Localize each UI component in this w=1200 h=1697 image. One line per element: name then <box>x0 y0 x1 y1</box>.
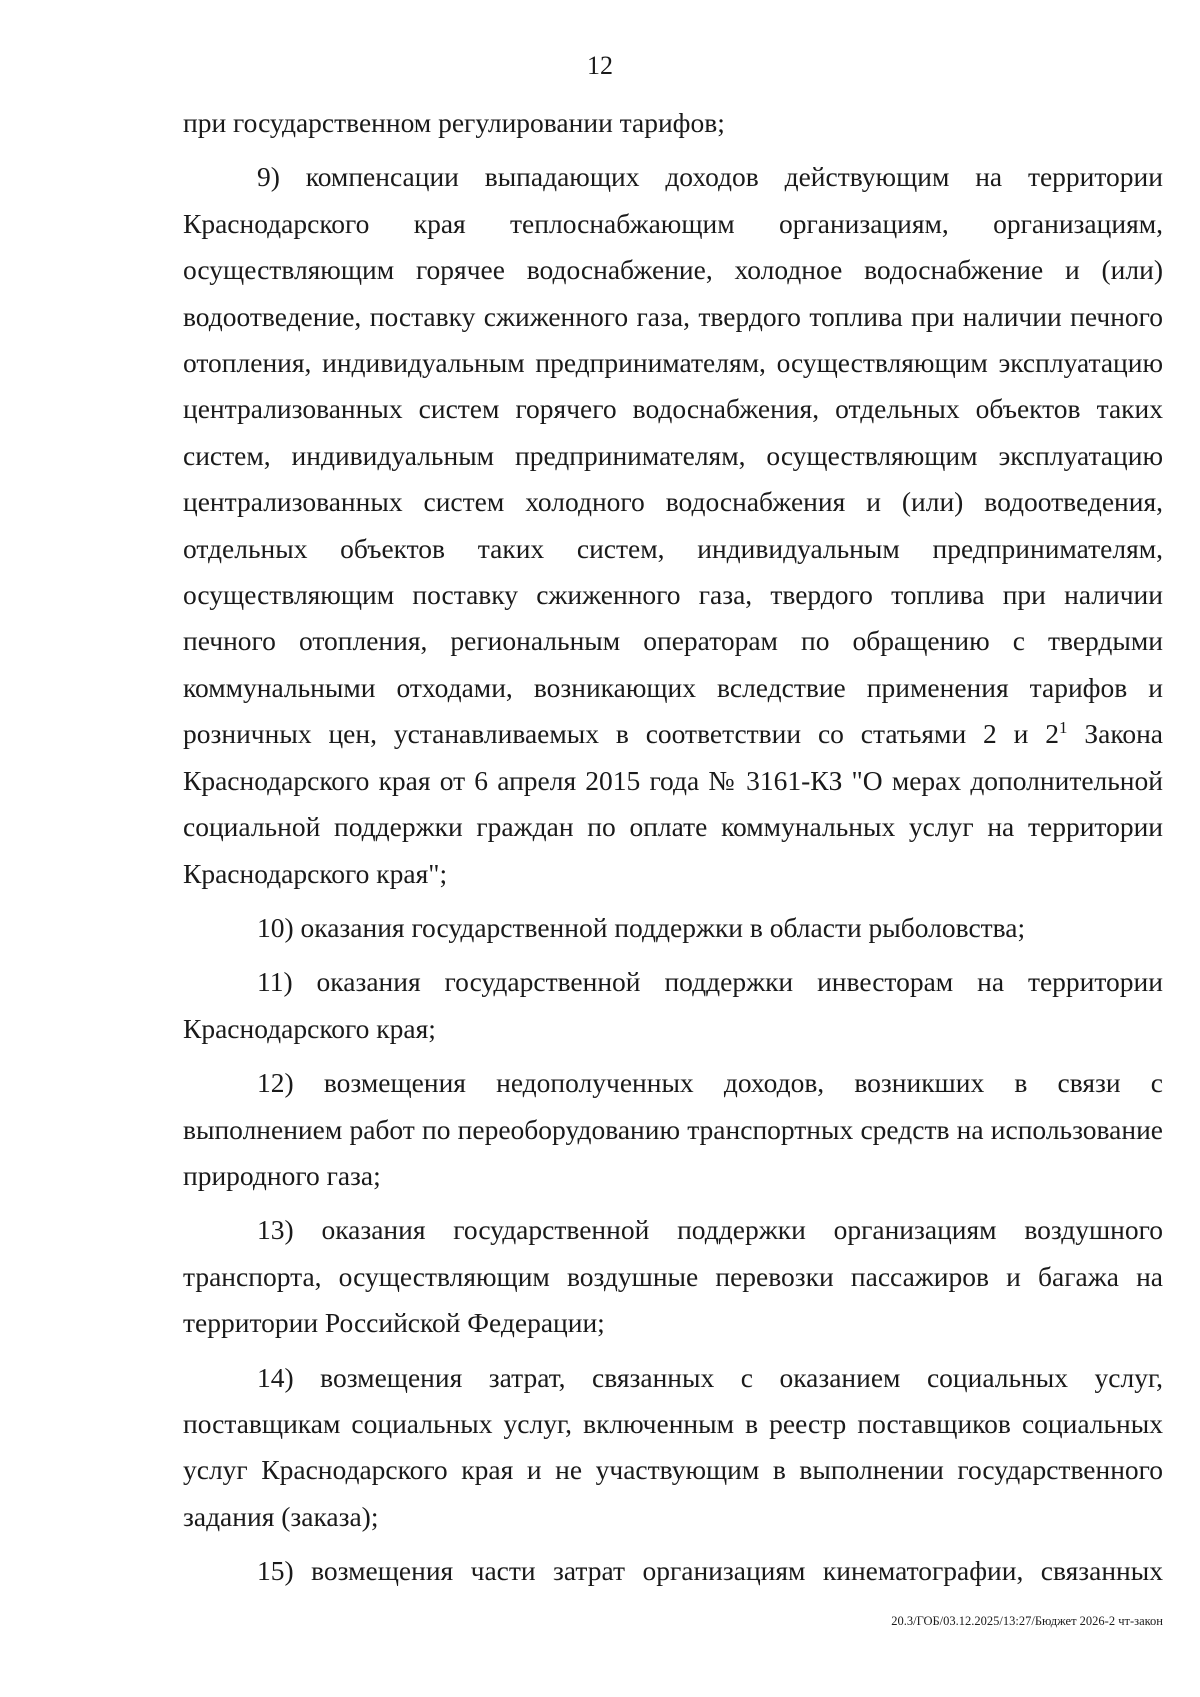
paragraph-item-9 <box>183 154 1163 897</box>
item-9-superscript: 1 <box>1059 718 1068 738</box>
paragraph-item-14: 14) возмещения затрат, связанных с оказанием социальных услуг, поставщикам социальных услуг, включенным в реестр поставщиков социальных услуг Краснодарского края и не участвующим в выполнении государственного задания (заказа); <box>183 1361 1163 1532</box>
paragraph-item-15: 15) возмещения части затрат организациям кинематографии, связанных <box>257 1555 1163 1587</box>
document-reference-code: 20.3/ГОБ/03.12.2025/13:27/Бюджет 2026-2 чт-закон <box>891 1614 1163 1628</box>
paragraph-item-13: 13) оказания государственной поддержки организациям воздушного транспорта, осуществляющим воздушные перевозки пассажиров и багажа на территории Российской Федерации; <box>183 1214 1163 1339</box>
paragraph-item-11: 11) оказания государственной поддержки инвесторам на территории Краснодарского края; <box>183 966 1163 1044</box>
item-9-text-part1: 9) компенсации выпадающих доходов действующим на территории Краснодарского края теплоснабжающим организациям, организациям, осуществляющим горячее водоснабжение, холодное водоснабжение и (или) водоотведение, поставку сжиженного газа, твердого топлива при наличии печного отопления, индивидуальным предпринимателям, осуществляющим эксплуатацию централизованных систем горячего водоснабжения, отдельных объектов таких систем, индивидуальным предпринимателям, осуществляющим эксплуатацию централизованных систем холодного водоснабжения и (или) водоотведения, отдельных объектов таких систем, индивидуальным предпринимателям, осуществляющим поставку сжиженного газа, твердого топлива при наличии печного отопления, региональным операторам по обращению с твердыми коммунальными отходами, возникающих вследствие применения тарифов и розничных цен, устанавливаемых в соответствии со статьями 2 и 2 <box>183 161 1163 750</box>
document-body <box>183 100 1163 1595</box>
paragraph-item-10: 10) оказания государственной поддержки в области рыболовства; <box>257 911 1026 943</box>
page-number: 12 <box>587 51 613 80</box>
item-9-text-part2: Закона Краснодарского края от 6 апреля 2015 года № 3161-КЗ "О мерах дополнительной социальной поддержки граждан по оплате коммунальных услуг на территории Краснодарского края"; <box>183 718 1164 889</box>
paragraph-tariffs-end: при государственном регулировании тарифов; <box>183 107 725 138</box>
paragraph-item-12: 12) возмещения недополученных доходов, возникших в связи с выполнением работ по переоборудованию транспортных средств на использование природного газа; <box>183 1067 1163 1191</box>
